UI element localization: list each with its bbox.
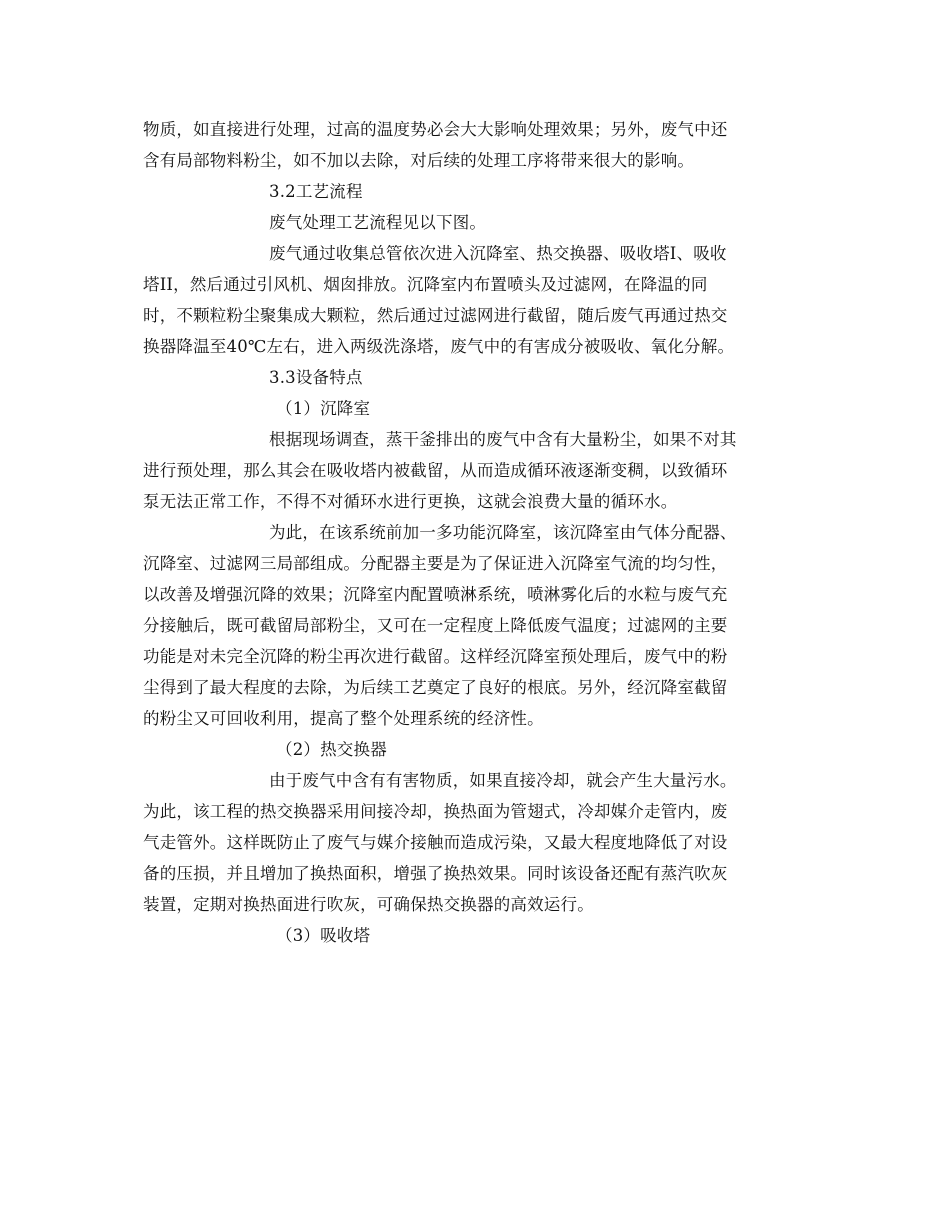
section-heading: 3.2工艺流程 bbox=[269, 182, 363, 201]
text-line: 分接触后，既可截留局部粉尘，又可在一定程度上降低废气温度；过滤网的主要 bbox=[143, 616, 728, 635]
text-line: 进行预处理，那么其会在吸收塔内被截留，从而造成循环液逐渐变稠，以致循环 bbox=[143, 461, 728, 480]
subsection-heading: （1）沉降室 bbox=[276, 399, 371, 418]
text-line: 装置，定期对换热面进行吹灰，可确保热交换器的高效运行。 bbox=[143, 895, 594, 914]
text-line: 气走管外。这样既防止了废气与媒介接触而造成污染，又最大程度地降低了对设 bbox=[143, 833, 728, 852]
text-line: 为此，该工程的热交换器采用间接冷却，换热面为管翅式，冷却媒介走管内，废 bbox=[143, 802, 728, 821]
text-line: 时，不颗粒粉尘聚集成大颗粒，然后通过过滤网进行截留，随后废气再通过热交 bbox=[143, 306, 728, 325]
text-line: 含有局部物料粉尘，如不加以去除，对后续的处理工序将带来很大的影响。 bbox=[143, 151, 695, 170]
text-line: 以改善及增强沉降的效果；沉降室内配置喷淋系统，喷淋雾化后的水粒与废气充 bbox=[143, 585, 728, 604]
text-line: 废气通过收集总管依次进入沉降室、热交换器、吸收塔I、吸收 bbox=[269, 244, 727, 263]
text-line: 沉降室、过滤网三局部组成。分配器主要是为了保证进入沉降室气流的均匀性， bbox=[143, 554, 728, 573]
text-line: 的粉尘又可回收利用，提高了整个处理系统的经济性。 bbox=[143, 709, 544, 728]
text-line: 功能是对未完全沉降的粉尘再次进行截留。这样经沉降室预处理后，废气中的粉 bbox=[143, 647, 728, 666]
text-line: 备的压损，并且增加了换热面积，增强了换热效果。同时该设备还配有蒸汽吹灰 bbox=[143, 864, 728, 883]
text-line: 换器降温至40℃左右，进入两级洗涤塔，废气中的有害成分被吸收、氧化分解。 bbox=[143, 337, 735, 356]
text-line: 根据现场调查，蒸干釜排出的废气中含有大量粉尘，如果不对其 bbox=[269, 430, 737, 449]
text-line: 由于废气中含有有害物质，如果直接冷却，就会产生大量污水。 bbox=[269, 771, 737, 790]
subsection-heading: （3）吸收塔 bbox=[276, 926, 371, 945]
document-page bbox=[143, 114, 809, 951]
text-line: 为此，在该系统前加一多功能沉降室，该沉降室由气体分配器、 bbox=[269, 523, 737, 542]
text-line: 物质，如直接进行处理，过高的温度势必会大大影响处理效果；另外，废气中还 bbox=[143, 120, 728, 139]
text-line: 塔II，然后通过引风机、烟囱排放。沉降室内布置喷头及过滤网，在降温的同 bbox=[143, 275, 708, 294]
subsection-heading: （2）热交换器 bbox=[276, 740, 387, 759]
text-line: 尘得到了最大程度的去除，为后续工艺奠定了良好的根底。另外，经沉降室截留 bbox=[143, 678, 728, 697]
text-line: 泵无法正常工作，不得不对循环水进行更换，这就会浪费大量的循环水。 bbox=[143, 492, 678, 511]
text-line: 废气处理工艺流程见以下图。 bbox=[269, 213, 487, 232]
section-heading: 3.3设备特点 bbox=[269, 368, 363, 387]
